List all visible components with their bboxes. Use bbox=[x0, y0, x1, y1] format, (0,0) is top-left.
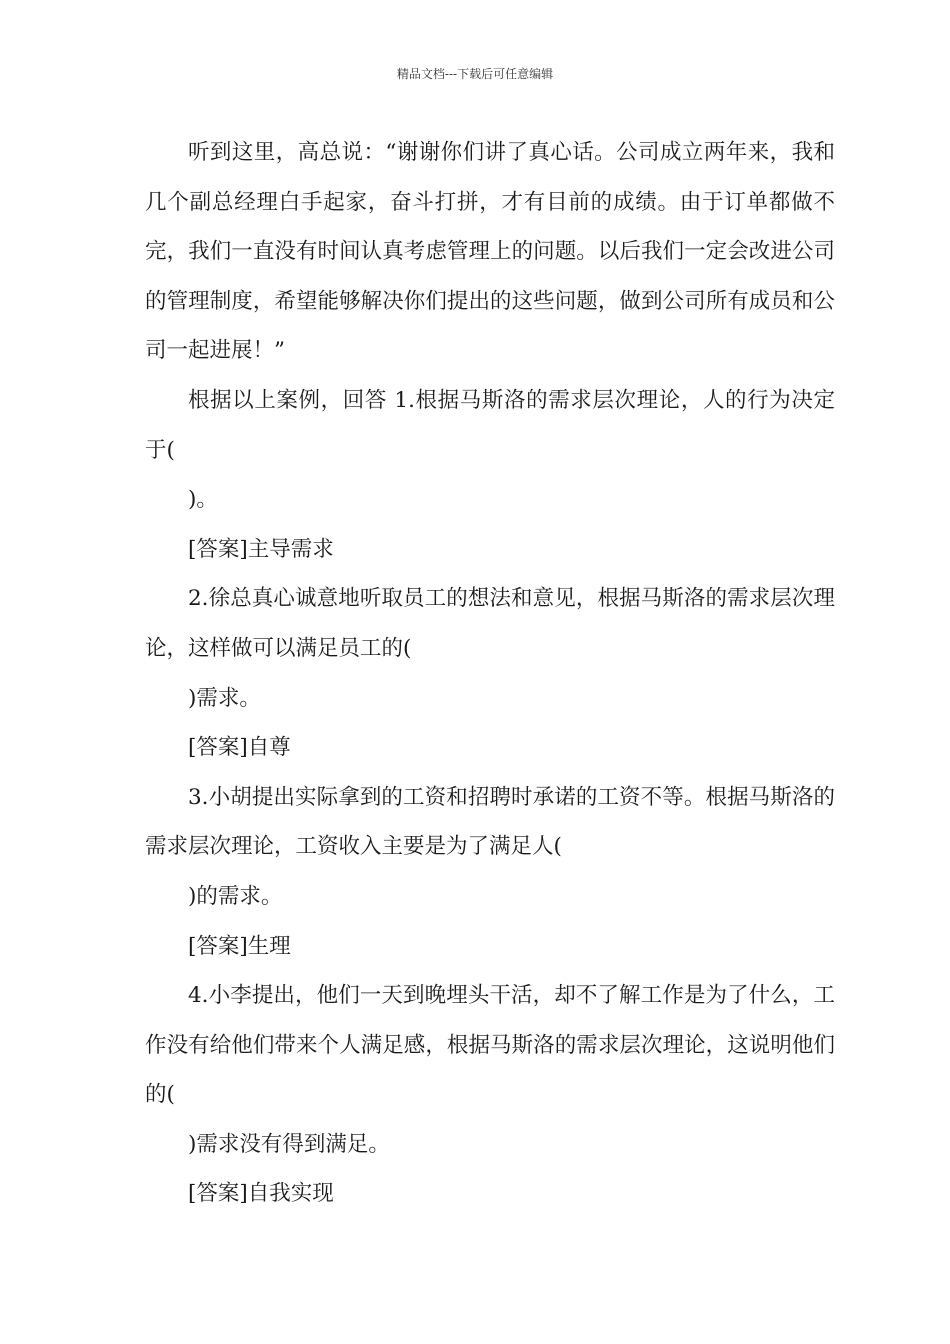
answer-1: [答案]主导需求 bbox=[188, 536, 334, 562]
question-4: 4.小李提出，他们一天到晚埋头干活，却不了解工作是为了什么，工作没有给他们带来个人满足感，根据马斯洛的需求层次理论，这说明他们的( bbox=[145, 983, 835, 1108]
question-2: 2.徐总真心诚意地听取员工的想法和意见，根据马斯洛的需求层次理论，这样做可以满足员工的( bbox=[145, 586, 835, 661]
question-3-blank: )的需求。 bbox=[188, 883, 283, 909]
document-body bbox=[145, 128, 835, 1219]
question-1: 根据以上案例，回答 1.根据马斯洛的需求层次理论，人的行为决定于( bbox=[145, 387, 835, 463]
page-header: 精品文档---下载后可任意编辑 bbox=[396, 67, 554, 81]
question-2-blank: )需求。 bbox=[188, 685, 261, 711]
question-1-blank: )。 bbox=[188, 487, 218, 513]
question-4-blank: )需求没有得到满足。 bbox=[188, 1131, 390, 1157]
answer-2: [答案]自尊 bbox=[188, 735, 291, 761]
answer-3: [答案]生理 bbox=[188, 933, 291, 959]
paragraph-ceo-response: 听到这里，高总说：“谢谢你们讲了真心话。公司成立两年来，我和几个副总经理白手起家，奋斗打拼，才有目前的成绩。由于订单都做不完，我们一直没有时间认真考虑管理上的问题。以后我们一定会改进公司的管理制度，希望能够解决你们提出的这些问题，做到公司所有成员和公司一起进展！” bbox=[145, 140, 835, 364]
answer-4: [答案]自我实现 bbox=[188, 1181, 334, 1207]
question-3: 3.小胡提出实际拿到的工资和招聘时承诺的工资不等。根据马斯洛的需求层次理论，工资收入主要是为了满足人( bbox=[145, 784, 835, 860]
